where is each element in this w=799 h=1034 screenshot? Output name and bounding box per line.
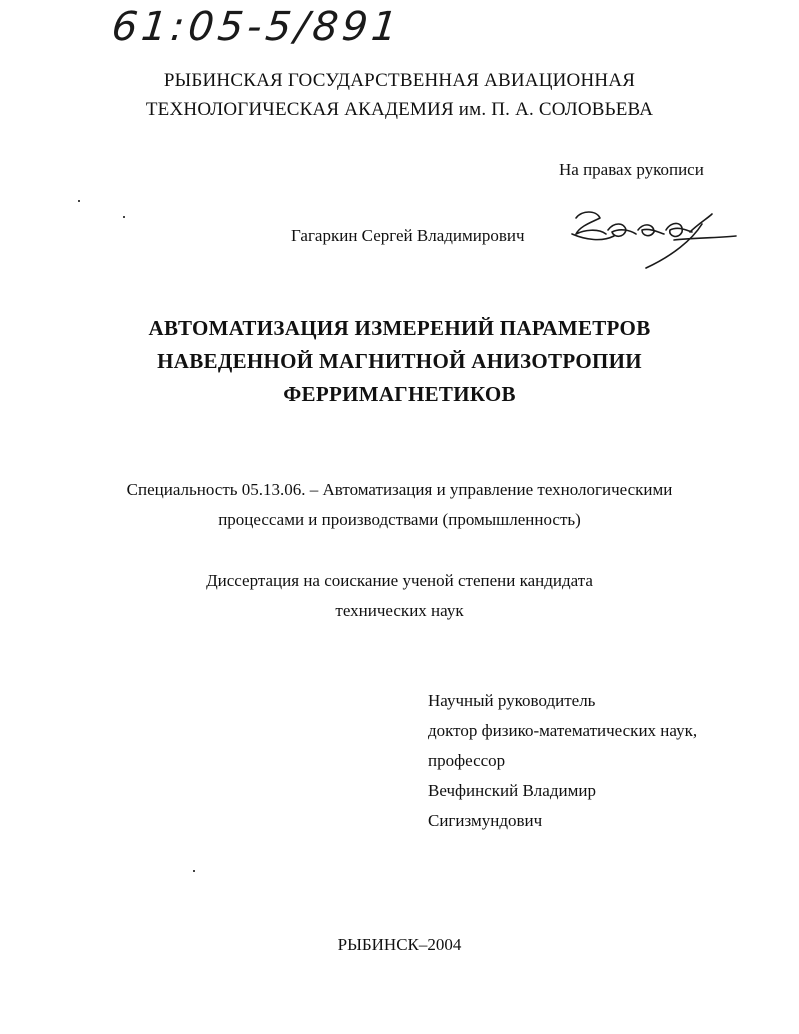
catalog-number: 61:05-5/891 <box>109 4 404 50</box>
supervisor-title: профессор <box>428 751 506 770</box>
signature-stroke <box>690 214 712 232</box>
signature-stroke <box>608 224 636 236</box>
supervisor-patronymic: Сигизмундович <box>428 811 543 830</box>
supervisor-name: Вечфинский Владимир <box>428 781 596 800</box>
organization-line-1: РЫБИНСКАЯ ГОСУДАРСТВЕННАЯ АВИАЦИОННАЯ <box>163 70 636 91</box>
signature-stroke <box>576 212 606 234</box>
specialty-line-2: процессами и производствами (промышленность) <box>218 510 581 529</box>
title-line-3: ФЕРРИМАГНЕТИКОВ <box>283 382 516 406</box>
signature-icon <box>562 200 742 280</box>
title-line-1: АВТОМАТИЗАЦИЯ ИЗМЕРЕНИЙ ПАРАМЕТРОВ <box>148 316 651 340</box>
signature-stroke <box>674 236 736 240</box>
dissertation-line-2: технических наук <box>335 601 464 620</box>
supervisor-degree: доктор физико-математических наук, <box>428 721 698 740</box>
manuscript-note: На правах рукописи <box>559 160 704 179</box>
author-name: Гагаркин Сергей Владимирович <box>291 226 525 245</box>
specialty-line-1: Специальность 05.13.06. – Автоматизация и управление технологическими <box>126 480 673 499</box>
title-line-2: НАВЕДЕННОЙ МАГНИТНОЙ АНИЗОТРОПИИ <box>157 349 642 373</box>
signature-stroke <box>638 225 664 236</box>
city-year: РЫБИНСК–2004 <box>337 935 462 954</box>
signature-stroke <box>572 234 614 240</box>
dissertation-line-1: Диссертация на соискание ученой степени кандидата <box>206 571 593 590</box>
scan-speck <box>123 216 125 218</box>
scan-speck <box>193 870 195 872</box>
signature-stroke <box>666 223 692 236</box>
organization-line-2: ТЕХНОЛОГИЧЕСКАЯ АКАДЕМИЯ им. П. А. СОЛОВЬЕВА <box>145 99 654 120</box>
supervisor-label: Научный руководитель <box>428 691 596 710</box>
scan-speck <box>78 200 80 202</box>
